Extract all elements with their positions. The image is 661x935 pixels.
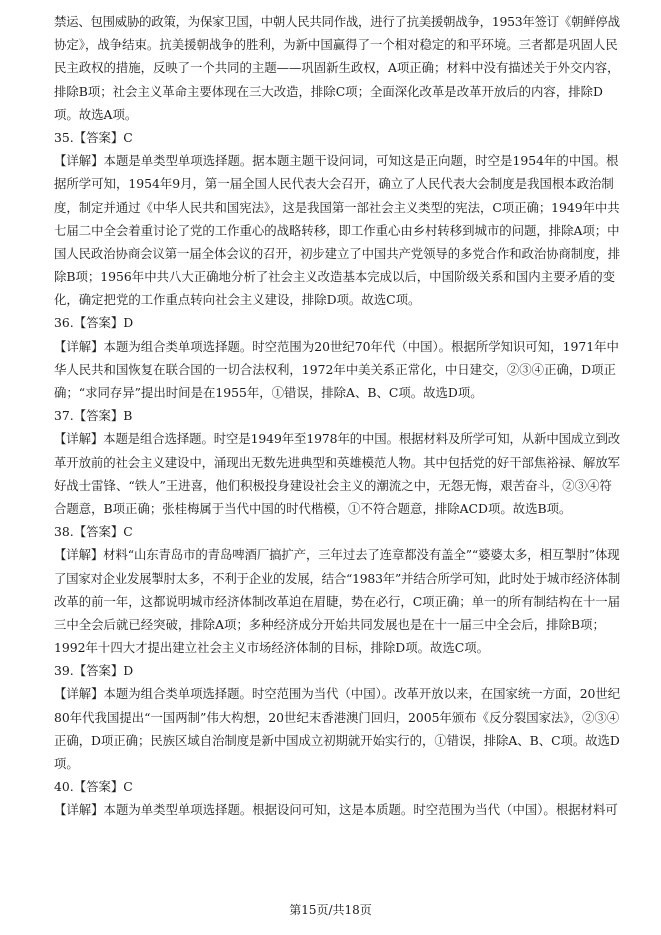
text-line: 项。故选A项。 — [54, 106, 138, 122]
text-line: 【详解】本题是单类型单项选择题。据本题主题干设问词，可知这是正向题，时空是1954年的中国。根 — [54, 153, 619, 169]
page-number-footer: 第15页/共18页 — [289, 903, 372, 917]
text-line: 项。 — [54, 756, 79, 771]
text-line: 三中全会后就已经突破，排除A项；多种经济成分开始共同发展也是在十一届三中全会后，排除B项； — [54, 616, 605, 632]
text-line: 【详解】材料“山东青岛市的青岛啤酒厂搞扩产，三年过去了连章都没有盖全”“婆婆太多，相互掣肘”体现 — [54, 547, 620, 563]
text-line: 度，制定并通过《中华人民共和国宪法》，这是我国第一部社会主义类型的宪法，C项正确；1949年中共 — [54, 199, 620, 215]
text-line: 正确，D项正确；民族区域自治制度是新中国成立初期就开始实行的，①错误，排除A、B、C项。故选D — [54, 732, 620, 748]
text-line: 七届二中全会着重讨论了党的工作重心的战略转移，即工作重心由乡村转移到城市的问题，排除A项；中 — [54, 222, 620, 238]
answer-heading-38: 38.【答案】C — [54, 524, 133, 540]
text-line: 好战士雷锋、“铁人”王进喜，他们积极投身建设社会主义的潮流之中，无怨无悔，艰苦奋斗，②③④符 — [54, 477, 612, 493]
text-line: 合题意，B项正确；张桂梅属于当代中国的时代楷模，①不符合题意，排除ACD项。故选B项。 — [54, 500, 572, 516]
answer-heading-37: 37.【答案】B — [54, 408, 133, 424]
text-line: 协定》，战争结束。抗美援朝战争的胜利，为新中国赢得了一个相对稳定的和平环境。三者都是巩固人民 — [54, 37, 618, 53]
text-line: 革开放前的社会主义建设中，涌现出无数先进典型和英雄模范人物。其中包括党的好干部焦裕禄、解放军 — [54, 454, 620, 470]
text-line: 【详解】本题为单类型单项选择题。根据设问可知，这是本质题。时空范围为当代（中国）。根据材料可 — [54, 802, 618, 818]
text-line: 据所学可知，1954年9月，第一届全国人民代表大会召开，确立了人民代表大会制度是我国根本政治制 — [54, 176, 614, 192]
text-line: 民主政权的措施，反映了一个共同的主题——巩固新生政权，A项正确；材料中没有描述关于外交内容， — [54, 60, 620, 76]
text-line: 华人民共和国恢复在联合国的一切合法权利，1972年中美关系正常化，中日建交，②③④正确，D项正 — [54, 361, 616, 377]
text-line: 化，确定把党的工作重点转向社会主义建设，排除D项。故选C项。 — [54, 292, 421, 308]
answer-heading-39: 39.【答案】D — [54, 663, 134, 679]
text-line: 除B项；1956年中共八大正确地分析了社会主义改造基本完成以后，中国阶级关系和国内主要矛盾的变 — [54, 269, 616, 285]
answer-heading-35: 35.【答案】C — [54, 129, 133, 145]
answer-text-body — [54, 10, 620, 822]
answer-heading-40: 40.【答案】C — [54, 779, 133, 795]
text-line: 了国家对企业发展掣肘太多，不利于企业的发展，结合“1983年”并结合所学可知，此时处于城市经济体制 — [54, 570, 620, 586]
answer-heading-36: 36.【答案】D — [54, 315, 134, 331]
text-line: 排除B项；社会主义革命主要体现在三大改造，排除C项；全面深化改革是改革开放后的内容，排除D — [54, 83, 603, 99]
text-line: 禁运、包围威胁的政策，为保家卫国，中朝人民共同作战，进行了抗美援朝战争，1953年签订《朝鲜停战 — [54, 14, 620, 29]
text-line: 改革的前一年，这都说明城市经济体制改革迫在眉睫，势在必行，C项正确；单一的所有制结构在十一届 — [54, 593, 620, 609]
text-line: 80年代我国提出“一国两制”伟大构想，20世纪末香港澳门回归，2005年颁布《反分裂国家法》，②③④ — [54, 709, 620, 725]
text-line: 确；“求同存异”提出时间是在1955年，①错误，排除A、B、C项。故选D项。 — [54, 385, 483, 400]
text-line: 1992年十四大才提出建立社会主义市场经济体制的目标，排除D项。故选C项。 — [54, 640, 490, 656]
text-line: 【详解】本题为组合类单项选择题。时空范围为当代（中国）。改革开放以来，在国家统一方面，20世纪 — [54, 686, 620, 702]
text-line: 【详解】本题为组合类单项选择题。时空范围为20世纪70年代（中国）。根据所学知识可知，1971年中 — [54, 338, 619, 354]
text-line: 国人民政治协商会议第一届全体会议的召开，初步建立了中国共产党领导的多党合作和政治协商制度，排 — [54, 245, 620, 261]
text-line: 【详解】本题是组合选择题。时空是1949年至1978年的中国。根据材料及所学可知，从新中国成立到改 — [54, 431, 620, 447]
